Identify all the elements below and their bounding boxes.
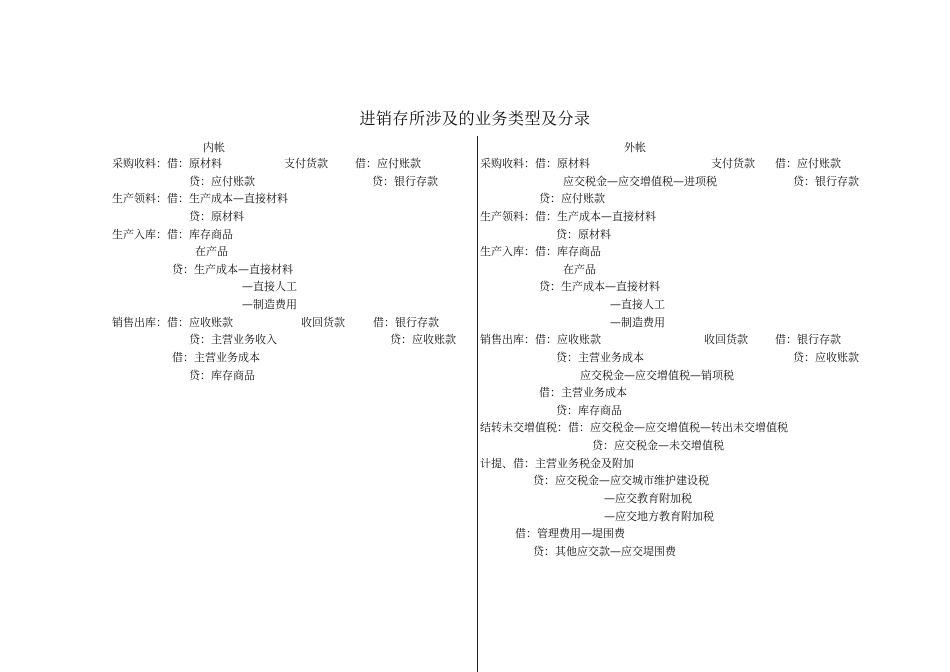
left-purchase-pay-credit: 贷：银行存款: [372, 175, 438, 188]
right-production-debit: 生产入库：借：库存商品: [480, 245, 601, 258]
column-divider: [477, 136, 478, 672]
right-levee-debit: 借：管理费用—堤围费: [515, 527, 625, 540]
left-sales-cost-credit: 贷：库存商品: [189, 369, 255, 382]
right-levee-credit: 贷：其他应交款—应交堤围费: [533, 545, 676, 558]
right-issue-debit: 生产领料：借：生产成本—直接材料: [480, 210, 656, 223]
left-purchase-pay-label: 支付货款: [284, 157, 328, 170]
right-heading: 外帐: [624, 141, 646, 154]
right-sales-cost-credit: 贷：库存商品: [556, 404, 622, 417]
right-surtax-edu: —应交教育附加税: [604, 492, 692, 505]
right-purchase-pay-credit: 贷：银行存款: [793, 175, 859, 188]
right-purchase-credit: 贷：应付账款: [539, 192, 605, 205]
left-sales-collect-credit: 贷：应收账款: [390, 333, 456, 346]
right-sales-collect-credit: 贷：应收账款: [793, 351, 859, 364]
left-production-credit: 贷：生产成本—直接材料: [172, 263, 293, 276]
left-sales-collect-label: 收回货款: [301, 316, 345, 329]
page-title: 进销存所涉及的业务类型及分录: [359, 109, 591, 128]
right-surtax-debit: 计提、借：主营业务税金及附加: [480, 457, 634, 470]
right-sales-credit: 贷：主营业务成本: [556, 351, 644, 364]
left-production-debit: 生产入库：借：库存商品: [112, 228, 233, 241]
right-sales-cost-debit: 借：主营业务成本: [539, 386, 627, 399]
right-production-wip: 在产品: [563, 263, 596, 276]
left-sales-cost-debit: 借：主营业务成本: [172, 351, 260, 364]
right-surtax-local-edu: —应交地方教育附加税: [604, 510, 714, 523]
left-production-labor: —直接人工: [242, 280, 297, 293]
right-production-labor: —直接人工: [610, 298, 665, 311]
right-transfer-vat-credit: 贷：应交税金—未交增值税: [592, 439, 724, 452]
left-purchase-credit: 贷：应付账款: [189, 175, 255, 188]
left-production-wip: 在产品: [195, 245, 228, 258]
left-issue-credit: 贷：原材料: [189, 210, 244, 223]
left-purchase-pay-debit: 借：应付账款: [355, 157, 421, 170]
right-sales-collect-debit: 借：银行存款: [775, 333, 841, 346]
right-purchase-debit: 采购收料：借：原材料: [480, 157, 590, 170]
left-sales-credit: 贷：主营业务收入: [189, 333, 277, 346]
left-heading: 内帐: [203, 141, 225, 154]
left-sales-collect-debit: 借：银行存款: [373, 316, 439, 329]
right-issue-credit: 贷：原材料: [556, 228, 611, 241]
right-sales-collect-label: 收回货款: [704, 333, 748, 346]
right-surtax-credit: 贷：应交税金—应交城市维护建设税: [533, 474, 709, 487]
right-purchase-vat: 应交税金—应交增值税—进项税: [563, 175, 717, 188]
right-purchase-pay-label: 支付货款: [711, 157, 755, 170]
left-production-overhead: —制造费用: [242, 298, 297, 311]
left-sales-debit: 销售出库：借：应收账款: [112, 316, 233, 329]
right-purchase-pay-debit: 借：应付账款: [775, 157, 841, 170]
right-sales-vat: 应交税金—应交增值税—销项税: [580, 369, 734, 382]
right-transfer-vat-debit: 结转未交增值税：借：应交税金—应交增值税—转出未交增值税: [480, 421, 788, 434]
left-issue-debit: 生产领料：借：生产成本—直接材料: [112, 192, 288, 205]
right-production-overhead: —制造费用: [610, 316, 665, 329]
left-purchase-debit: 采购收料：借：原材料: [112, 157, 222, 170]
right-production-credit: 贷：生产成本—直接材料: [539, 280, 660, 293]
right-sales-debit: 销售出库：借：应收账款: [480, 333, 601, 346]
